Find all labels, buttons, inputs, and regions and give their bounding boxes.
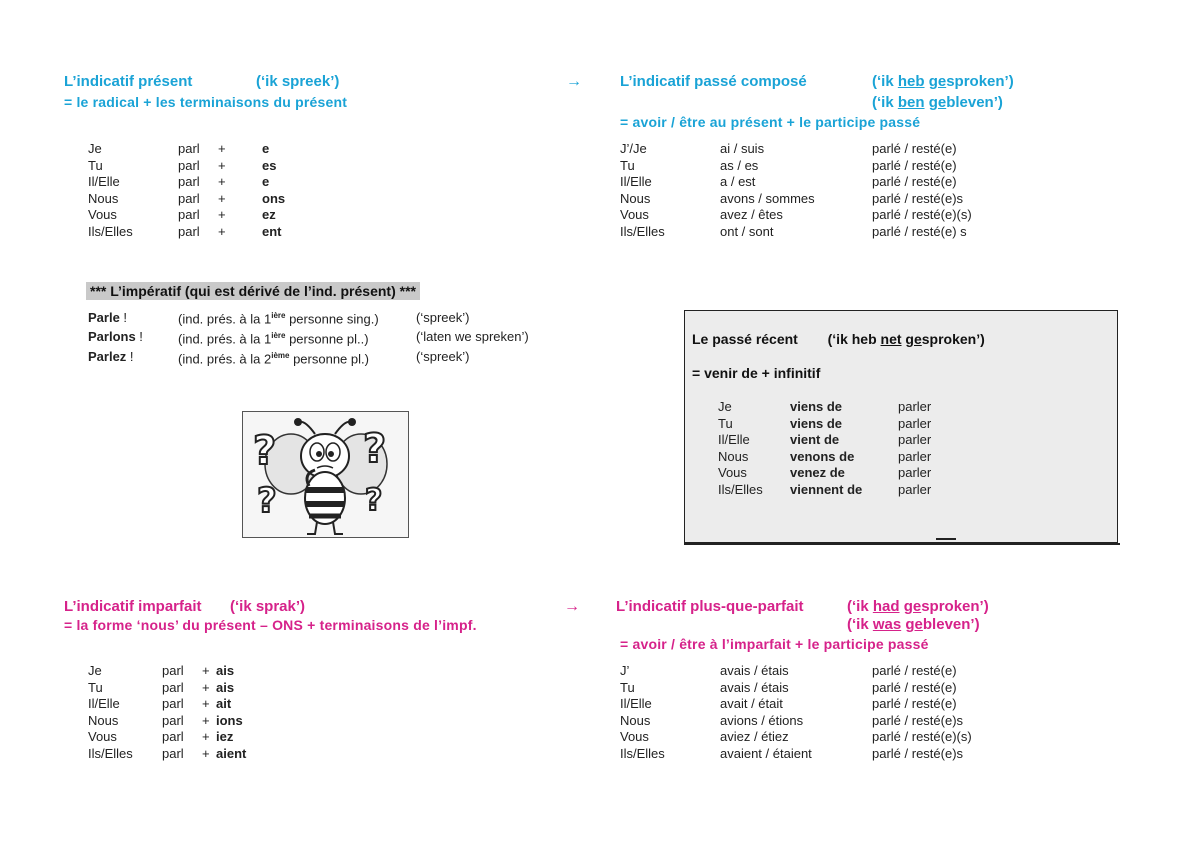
cell-end: e [262,174,270,189]
cell-pron: Je [88,141,102,156]
cell-pron: Il/Elle [88,174,120,189]
table-row [88,746,246,763]
cell-pron: Ils/Elles [620,223,665,239]
cell-end: ent [262,223,282,239]
passe-compose-table [620,141,972,240]
cell-pron: Il/Elle [88,696,120,711]
cell-aux: ont / sont [720,223,774,239]
table-row [620,174,972,191]
imperatif-verb-cell [88,328,178,348]
cell-aux: avons / sommes [720,190,815,206]
cell-pron: Nous [718,448,749,464]
svg-text:?: ? [253,428,277,474]
cell-end: ais [216,679,235,695]
cell-stem: parl [162,729,184,744]
cell-plus: + [202,745,210,761]
cell-inf: parler [898,465,932,480]
cell-plus: + [218,207,226,222]
table-row [88,729,246,746]
cell-pron: Vous [88,729,117,744]
imperatif-sup: ière [271,311,286,320]
table-row [718,465,931,482]
svg-text:?: ? [365,483,383,518]
cell-aux: avaient / étaient [720,745,812,761]
cell-stem: parl [178,207,200,222]
cell-part: parlé / resté(e)s [872,712,964,728]
confused-bee-icon [242,411,409,538]
table-row [620,696,972,713]
cell-pron: Ils/Elles [620,745,665,761]
cell-pron: Nous [88,190,119,206]
imperatif-title: *** L’impératif (qui est dérivé de l’ind. présent) *** [86,282,420,300]
table-row [718,399,931,416]
cell-aux: vient de [790,432,840,447]
imperatif-translation: (‘laten we spreken’) [416,329,529,345]
imparfait-table [88,663,246,762]
table-row [620,158,972,175]
cell-stem: parl [162,679,184,695]
table-row [620,224,972,241]
present-table [88,141,285,240]
imperatif-translation: (‘spreek’) [416,309,470,325]
cell-aux: viennent de [790,481,863,497]
table-row [88,141,285,158]
cell-stem: parl [178,190,200,206]
passe-recent-table [718,399,931,498]
cell-aux: viens de [790,399,843,414]
cell-aux: aviez / étiez [720,729,789,744]
imperatif-table [88,308,529,367]
imperatif-desc [178,328,416,348]
cell-pron: Tu [88,157,103,173]
pqp-table [620,663,972,762]
cell-pron: Tu [620,679,635,695]
table-row [88,207,285,224]
cell-pron: Il/Elle [620,696,652,711]
cell-pron: Il/Elle [718,432,750,447]
arrow-icon-2: → [564,598,580,615]
passe-compose-formula: = avoir / être au présent + le participe passé [620,114,921,130]
table-row [620,746,972,763]
cell-part: parlé / resté(e)s [872,745,964,761]
cell-part: parlé / resté(e) [872,679,957,695]
cell-stem: parl [162,745,184,761]
pqp-example-2: (‘ik was gebleven’) [847,616,980,633]
imperatif-verb: Parlez [88,349,127,365]
pqp-formula: = avoir / être à l’imparfait + le participe passé [620,636,929,652]
imperatif-desc-b: personne pl.) [289,350,369,366]
cell-aux: avait / était [720,696,783,711]
imperatif-sup: ième [271,350,290,360]
imperatif-desc-a: (ind. prés. à la 1 [178,331,272,347]
cell-aux: a / est [720,174,756,189]
box-divider [684,543,1120,545]
imperatif-desc-a: (ind. prés. à la 2 [178,350,272,366]
table-row [718,449,931,466]
cell-end: ons [262,190,286,206]
passe-recent-title: Le passé récent [692,331,798,347]
cell-aux: venez de [790,465,845,480]
imperatif-excl: ! [126,349,134,365]
cell-stem: parl [162,712,184,728]
cell-pron: Je [88,663,102,678]
cell-aux: ai / suis [720,141,765,156]
cell-pron: Tu [718,415,733,431]
pqp-title: L’indicatif plus-que-parfait [616,598,804,615]
table-row [718,482,931,499]
cell-pron: Nous [620,190,651,206]
cell-plus: + [218,174,226,189]
cell-aux: venons de [790,448,855,464]
table-row [88,158,285,175]
cell-stem: parl [162,663,184,678]
cell-part: parlé / resté(e) [872,157,957,173]
table-row [88,328,529,348]
passe-compose-title: L’indicatif passé composé [620,73,807,90]
cell-inf: parler [898,399,932,414]
passe-recent-heading [692,331,985,347]
imperatif-verb: Parlons [88,329,136,345]
cell-aux: as / es [720,157,759,173]
imperatif-excl: ! [119,309,128,325]
passe-compose-example-2: (‘ik ben gebleven’) [872,94,1003,111]
table-row [718,432,931,449]
cell-pron: J’/Je [620,141,647,156]
cell-plus: + [218,190,226,206]
cell-pron: Nous [620,712,651,728]
cell-pron: Ils/Elles [718,481,763,497]
table-row [620,191,972,208]
imperatif-desc-b: personne sing.) [285,311,379,327]
cell-pron: Vous [620,207,649,222]
cell-pron: Je [718,399,732,414]
cell-aux: viens de [790,415,843,431]
table-row [88,308,529,328]
cell-part: parlé / resté(e)(s) [872,207,972,222]
cell-aux: avions / étions [720,712,804,728]
cell-part: parlé / resté(e) [872,663,957,678]
cell-plus: + [218,223,226,239]
imparfait-title: L’indicatif imparfait [64,598,202,615]
cell-end: ais [216,663,235,678]
table-row [88,174,285,191]
cell-end: ions [216,712,243,728]
cell-pron: Ils/Elles [88,745,133,761]
cell-pron: Nous [88,712,119,728]
table-row [88,680,246,697]
table-row [620,663,972,680]
imperatif-verb: Parle [88,309,120,325]
cell-plus: + [202,712,210,728]
cell-pron: Vous [718,465,747,480]
table-row [88,191,285,208]
svg-text:?: ? [257,481,277,521]
cell-part: parlé / resté(e) [872,696,957,711]
imperatif-translation: (‘spreek’) [416,349,470,365]
cell-end: es [262,157,277,173]
cell-end: e [262,141,270,156]
table-row [620,729,972,746]
table-row [620,713,972,730]
cell-end: ait [216,696,232,711]
cell-stem: parl [178,141,200,156]
arrow-icon: → [566,73,582,90]
svg-text:?: ? [363,426,387,472]
imperatif-verb-cell [88,308,178,328]
cell-pron: Vous [88,207,117,222]
table-row [88,663,246,680]
cell-part: parlé / resté(e)(s) [872,729,972,744]
cell-aux: avais / étais [720,663,789,678]
cell-pron: Tu [620,157,635,173]
table-row [88,696,246,713]
cell-pron: J’ [620,663,630,678]
cell-stem: parl [162,696,184,711]
cell-end: aient [216,745,247,761]
table-row [620,680,972,697]
cell-inf: parler [898,415,932,431]
cell-plus: + [218,157,226,173]
table-row [88,348,529,368]
table-row [718,416,931,433]
cell-inf: parler [898,481,932,497]
box-tick [936,538,956,540]
table-row [620,141,972,158]
cell-plus: + [218,141,226,156]
cell-pron: Il/Elle [620,174,652,189]
cell-part: parlé / resté(e)s [872,190,964,206]
table-row [620,207,972,224]
present-formula: = le radical + les terminaisons du présent [64,94,348,110]
imperatif-desc-b: personne pl..) [285,331,369,347]
cell-stem: parl [178,223,200,239]
imperatif-desc-a: (ind. prés. à la 1 [178,311,272,327]
imparfait-formula: = la forme ‘nous’ du présent – ONS + terminaisons de l’impf. [64,617,477,633]
cell-part: parlé / resté(e) [872,141,957,156]
cell-end: ez [262,207,276,222]
passe-compose-example-1: (‘ik heb gesproken’) [872,73,1014,90]
imperatif-sup: ière [271,330,286,340]
imperatif-desc [178,348,416,368]
cell-pron: Ils/Elles [88,223,133,239]
imperatif-desc [178,308,416,328]
table-row [88,224,285,241]
passe-recent-formula: = venir de + infinitif [692,365,821,381]
cell-pron: Vous [620,729,649,744]
cell-inf: parler [898,448,932,464]
cell-part: parlé / resté(e) s [872,223,967,239]
cell-inf: parler [898,432,932,447]
pqp-example-1: (‘ik had gesproken’) [847,598,989,615]
table-row [88,713,246,730]
cell-plus: + [202,729,210,744]
cell-part: parlé / resté(e) [872,174,957,189]
cell-pron: Tu [88,679,103,695]
cell-plus: + [202,663,210,678]
imperatif-excl: ! [135,329,143,345]
cell-plus: + [202,679,210,695]
cell-end: iez [216,729,234,744]
cell-plus: + [202,696,210,711]
imparfait-example: (‘ik sprak’) [230,598,306,615]
cell-stem: parl [178,174,200,189]
cell-aux: avez / êtes [720,207,783,222]
passe-recent-example: (‘ik heb net gesproken’) [827,331,985,347]
imperatif-verb-cell [88,348,178,368]
cell-stem: parl [178,157,200,173]
present-title: L’indicatif présent [64,73,193,90]
cell-aux: avais / étais [720,679,789,695]
present-example: (‘ik spreek’) [256,73,340,90]
